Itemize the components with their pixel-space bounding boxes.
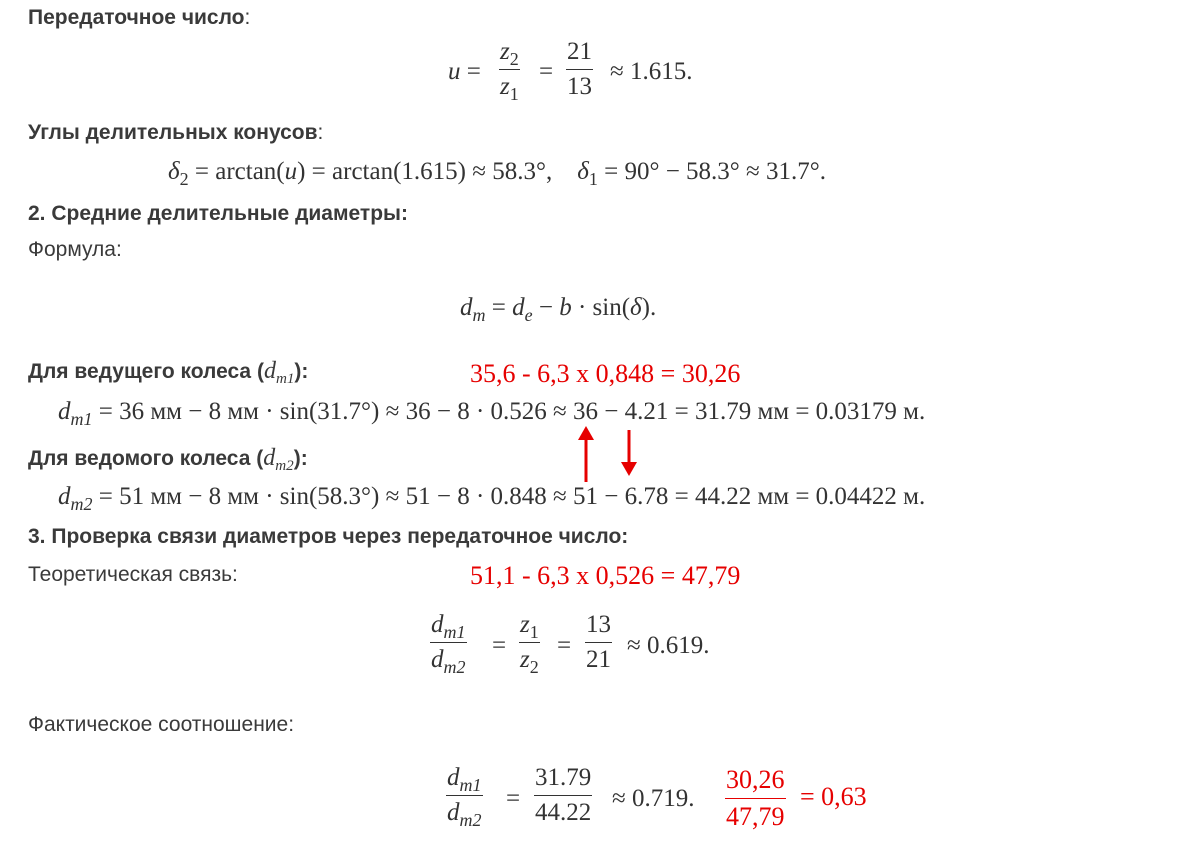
arrow-down-icon	[621, 430, 637, 476]
ratio-heading: Передаточное число:	[28, 6, 251, 29]
arrow-up-icon	[578, 426, 594, 482]
actual-frac-num: $\frac{31.79}{44.22}$	[535, 764, 592, 826]
cone-angles-heading: Углы делительных конусов:	[28, 121, 324, 144]
actual-frac-dm: $\frac{d_{m1}}{d_{m2}}$	[447, 764, 482, 830]
annotation-line2: 51,1 - 6,3 x 0,526 = 47,79	[470, 561, 741, 590]
cone-angles-equation: $\delta_2 = \arctan(u) = \arctan(1.615) \approx 58.3^\circ$, $\delta_1 = 90^\circ - 58.3^\circ \approx 31.7^\circ$.	[168, 158, 827, 189]
formula-equation: $d_m = d_e - b \cdot \sin(\delta)$.	[460, 294, 657, 325]
dm2-equation: $d_{m2} = 51$ мм − 8 мм · sin(58.3°) ≈ 51 − 8 · 0.848 ≈ 51 − 6.78 = 44.22 мм = 0.04422 м.	[58, 483, 926, 514]
cone-angles-heading-text: Углы делительных конусов	[28, 121, 318, 144]
actual-eq-sign: =	[506, 785, 521, 812]
driving-gear-heading: Для ведущего колеса $(d_{m1})$:	[28, 358, 309, 387]
theoretical-eq-sign-2: =	[557, 632, 572, 659]
actual-label: Фактическое соотношение:	[28, 713, 295, 736]
annotation-line1: 35,6 - 6,3 x 0,848 = 30,26	[470, 359, 741, 388]
dm1-equation: $d_{m1} = 36$ мм − 8 мм · sin(31.7°) ≈ 36 − 8 · 0.526 ≈ 36 − 4.21 = 31.79 мм = 0.03179 м.	[58, 398, 926, 429]
theoretical-frac-dm: $\frac{d_{m1}}{d_{m2}}$	[431, 611, 466, 677]
ratio-result: ≈ 1.615.	[610, 58, 693, 85]
theoretical-frac-num: $\frac{13}{21}$	[586, 611, 611, 673]
annotation-fraction-result: = 0,63	[800, 782, 867, 811]
formula-label: Формула:	[28, 238, 122, 261]
ratio-frac-num: $\frac{21}{13}$	[567, 38, 592, 100]
actual-result: ≈ 0.719.	[612, 785, 695, 812]
driven-gear-heading: Для ведомого колеса $(d_{m2})$:	[28, 445, 308, 474]
annotation-fraction: $\frac{30,26}{47,79}$	[726, 765, 785, 831]
ratio-frac-z: $\frac{z_2}{z_1}$	[500, 38, 519, 104]
theoretical-label: Теоретическая связь:	[28, 563, 238, 586]
ratio-lhs: u =	[448, 58, 481, 85]
section2-heading: 2. Средние делительные диаметры:	[28, 202, 408, 225]
ratio-eq-sign: =	[539, 58, 554, 85]
theoretical-result: ≈ 0.619.	[627, 632, 710, 659]
theoretical-eq-sign-1: =	[492, 632, 507, 659]
ratio-heading-text: Передаточное число	[28, 6, 245, 29]
annotation-arrows	[570, 424, 650, 484]
section3-heading: 3. Проверка связи диаметров через передаточное число:	[28, 525, 629, 548]
theoretical-frac-z: $\frac{z_1}{z_2}$	[520, 611, 539, 677]
